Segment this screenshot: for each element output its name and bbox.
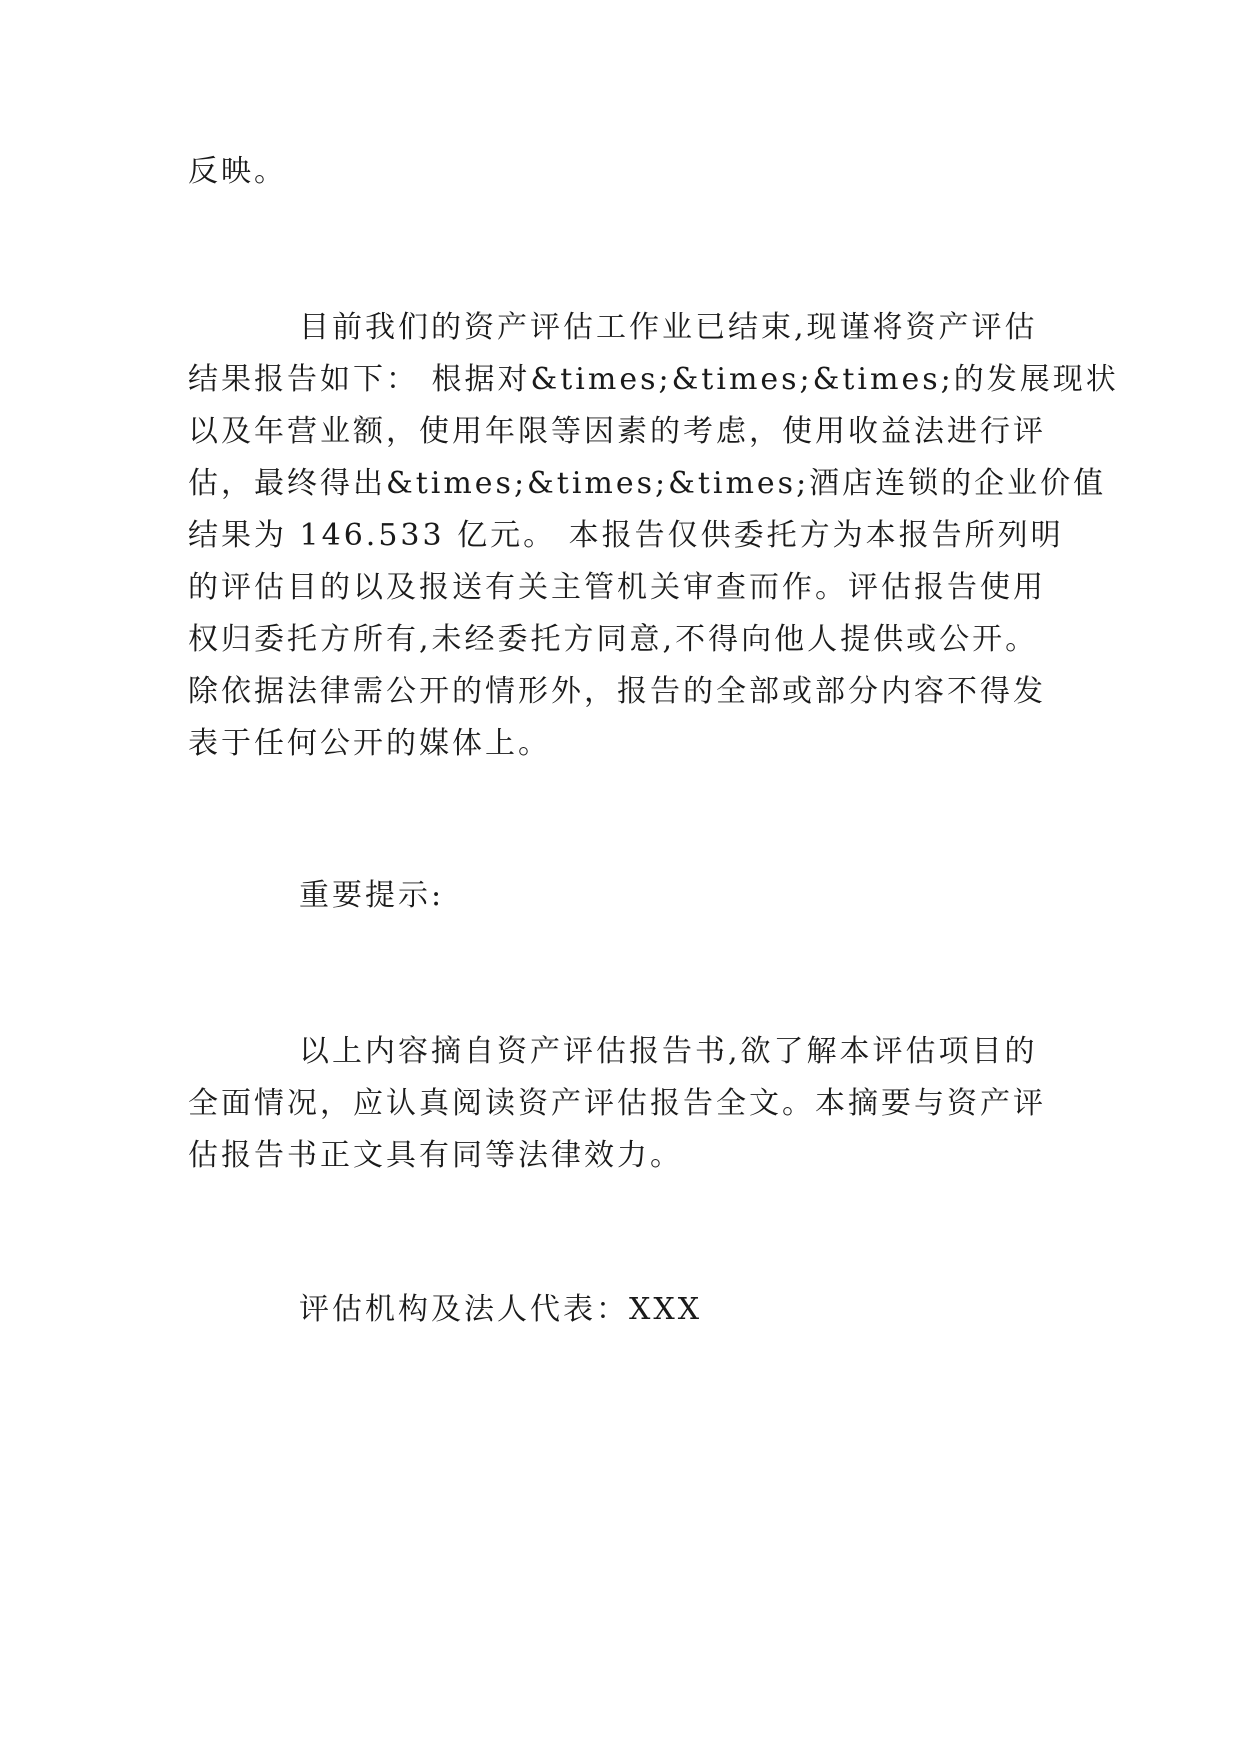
paragraph-line: 以上内容摘自资产评估报告书,欲了解本评估项目的	[299, 1034, 1038, 1069]
paragraph-line: 权归委托方所有,未经委托方同意,不得向他人提供或公开。	[188, 622, 1039, 657]
paragraph-line: 的评估目的以及报送有关主管机关审查而作。评估报告使用	[188, 570, 1046, 605]
notice-heading: 重要提示:	[299, 878, 445, 913]
paragraph-line: 目前我们的资产评估工作业已结束,现谨将资产评估	[299, 310, 1038, 345]
paragraph-line: 除依据法律需公开的情形外，报告的全部或部分内容不得发	[188, 674, 1046, 709]
paragraph-line: 结果为 146.533 亿元。 本报告仅供委托方为本报告所列明	[188, 518, 1064, 553]
signature-line: 评估机构及法人代表：XXX	[299, 1292, 703, 1327]
fragment-line: 反映。	[188, 154, 287, 189]
paragraph-line: 以及年营业额，使用年限等因素的考虑，使用收益法进行评	[188, 414, 1046, 449]
paragraph-line: 表于任何公开的媒体上。	[188, 726, 551, 761]
paragraph-line: 估报告书正文具有同等法律效力。	[188, 1138, 683, 1173]
paragraph-line: 估，最终得出&times;&times;&times;酒店连锁的企业价值	[188, 466, 1107, 501]
paragraph-line: 全面情况，应认真阅读资产评估报告全文。本摘要与资产评	[188, 1086, 1046, 1121]
paragraph-line: 结果报告如下： 根据对&times;&times;&times;的发展现状	[188, 362, 1119, 397]
